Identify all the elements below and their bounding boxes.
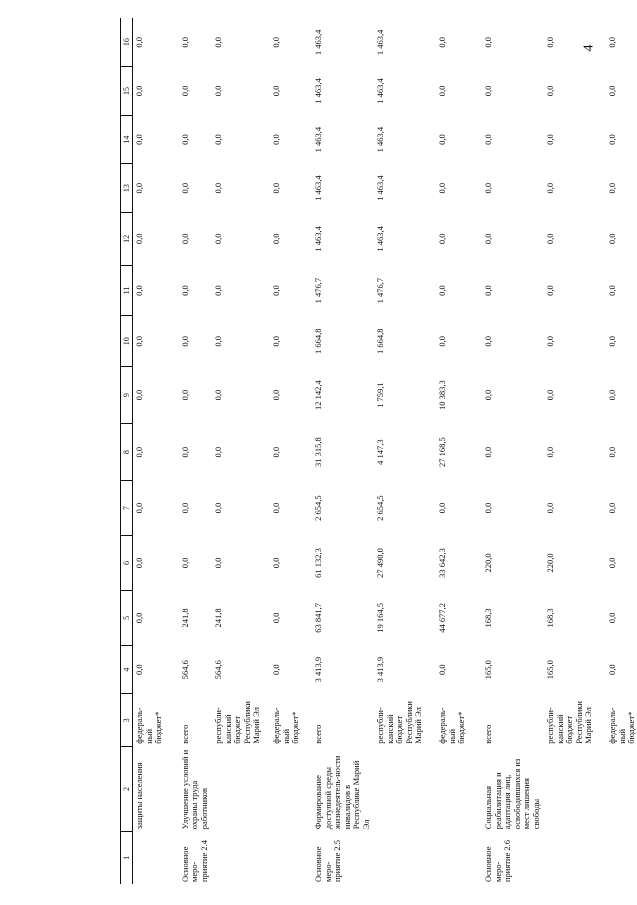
cell-c3: федераль-ный бюджет* [437,707,466,744]
value-cell-col-16: 0,0 [134,37,144,48]
value-cell-col-4: 3 413,9 [313,656,323,683]
value-cell-col-7: 0,0 [437,502,447,514]
value-cell-col-15: 0,0 [437,85,447,97]
cell-c2 [606,747,637,831]
value-cell-col-9: 0,0 [213,389,223,401]
value-cell-col-15: 0,0 [134,85,144,97]
header-row [121,18,133,884]
value-cell-col-7: 0,0 [607,502,617,514]
value-cell-col-5: 44 677,2 [437,603,447,633]
value-cell-col-6: 0,0 [179,557,190,569]
value-cell-col-6: 0,0 [134,557,144,569]
value-cell-col-10: 0,0 [483,335,493,347]
column-header-6: 6 [121,536,133,591]
value-cell-col-4: 165,0 [545,660,555,680]
value-cell-col-14: 1 463,4 [313,126,323,153]
value-cell-col-4: 165,0 [483,660,493,680]
value-cell-col-4: 0,0 [437,664,447,675]
cell-c2: Улучшение условий и охраны труда работников [179,749,209,830]
value-cell-col-14: 1 463,4 [375,126,385,153]
value-cell-col-10: 0,0 [213,335,223,347]
cell-c3: федераль-ный бюджет* [607,707,636,744]
column-header-2: 2 [121,747,133,831]
value-cell-col-14: 0,0 [213,134,223,145]
value-cell-col-13: 0,0 [271,182,281,194]
value-cell-col-5: 241,8 [213,608,223,628]
table-body [133,18,637,884]
value-cell-col-11: 0,0 [607,285,617,296]
value-cell-col-16: 1 463,4 [375,29,385,56]
value-cell-col-10: 0,0 [437,335,447,347]
table-row [133,18,179,884]
value-cell-col-11: 1 476,7 [375,277,385,304]
cell-c2 [436,747,482,831]
table-row [606,18,637,884]
value-cell-col-10: 1 664,8 [313,328,323,354]
value-cell-col-14: 0,0 [437,134,447,145]
value-cell-col-8: 0,0 [179,446,190,458]
column-header-3: 3 [121,694,133,747]
table-row [270,18,312,884]
cell-c1 [133,831,179,884]
value-cell-col-11: 0,0 [271,285,281,296]
value-cell-col-11: 0,0 [134,285,144,296]
column-header-8: 8 [121,424,133,481]
cell-c1 [606,831,637,884]
cell-c2 [544,747,606,831]
value-cell-col-16: 0,0 [437,37,447,48]
value-cell-col-15: 0,0 [545,85,555,97]
value-cell-col-13: 0,0 [607,182,617,194]
cell-c2: Формирование доступной среды жизнедеятель-ности инвалидов в Республике Марий Эл [313,755,371,830]
value-cell-col-12: 0,0 [607,233,617,245]
cell-c2 [374,747,436,831]
value-cell-col-9: 0,0 [483,389,493,401]
value-cell-col-16: 1 463,4 [313,29,323,56]
value-cell-col-12: 0,0 [213,233,223,245]
value-cell-col-7: 0,0 [271,502,281,514]
table-row [179,18,213,884]
budget-table [120,18,637,884]
value-cell-col-8: 0,0 [545,446,555,458]
value-cell-col-15: 1 463,4 [375,78,385,104]
value-cell-col-9: 0,0 [134,389,144,401]
value-cell-col-5: 241,8 [179,608,190,628]
value-cell-col-16: 0,0 [607,37,617,48]
cell-c2: Социальная реабилитация и адаптация лиц, освободившихся из мест лишения свободы [483,758,541,830]
value-cell-col-5: 0,0 [134,612,144,624]
value-cell-col-9: 0,0 [607,389,617,401]
value-cell-col-8: 0,0 [483,446,493,458]
cell-c1: Основное меро-приятие 2.4 [179,839,209,882]
value-cell-col-12: 1 463,4 [313,226,323,252]
column-header-15: 15 [121,67,133,116]
value-cell-col-15: 0,0 [271,85,281,97]
value-cell-col-8: 31 315,8 [313,437,323,467]
cell-c1 [212,831,270,884]
value-cell-col-11: 0,0 [483,285,493,296]
value-cell-col-14: 0,0 [134,134,144,145]
value-cell-col-13: 0,0 [483,182,493,194]
value-cell-col-9: 0,0 [271,389,281,401]
cell-c1 [374,831,436,884]
value-cell-col-9: 0,0 [545,389,555,401]
value-cell-col-11: 0,0 [213,285,223,296]
value-cell-col-4: 0,0 [607,664,617,675]
value-cell-col-14: 0,0 [607,134,617,145]
value-cell-col-14: 0,0 [483,134,493,145]
value-cell-col-11: 0,0 [179,285,190,296]
value-cell-col-6: 0,0 [607,557,617,569]
value-cell-col-12: 0,0 [483,233,493,245]
value-cell-col-9: 0,0 [179,389,190,401]
value-cell-col-13: 1 463,4 [313,175,323,201]
value-cell-col-6: 61 132,3 [313,548,323,578]
value-cell-col-12: 0,0 [134,233,144,245]
value-cell-col-13: 0,0 [437,182,447,194]
value-cell-col-10: 0,0 [134,335,144,347]
value-cell-col-7: 0,0 [213,502,223,514]
value-cell-col-6: 0,0 [213,557,223,569]
value-cell-col-4: 0,0 [271,664,281,675]
value-cell-col-7: 0,0 [179,502,190,514]
value-cell-col-9: 10 383,3 [437,380,447,410]
value-cell-col-6: 33 642,3 [437,548,447,578]
value-cell-col-6: 0,0 [271,557,281,569]
cell-c3: республи-канский бюджет Республики Марий Эл [545,701,593,744]
value-cell-col-15: 0,0 [607,85,617,97]
value-cell-col-15: 1 463,4 [313,78,323,104]
table-row [482,18,544,884]
value-cell-col-5: 0,0 [271,612,281,624]
cell-c2: защиты населения [134,762,144,830]
value-cell-col-13: 0,0 [179,182,190,194]
value-cell-col-7: 2 654,5 [375,495,385,521]
value-cell-col-12: 0,0 [179,233,190,245]
value-cell-col-5: 168,3 [483,608,493,628]
value-cell-col-8: 0,0 [213,446,223,458]
value-cell-col-14: 0,0 [545,134,555,145]
cell-c1: Основное меро-приятие 2.6 [483,839,512,882]
value-cell-col-5: 168,3 [545,608,555,628]
value-cell-col-12: 0,0 [437,233,447,245]
value-cell-col-4: 564,6 [213,660,223,680]
value-cell-col-16: 0,0 [483,37,493,48]
value-cell-col-6: 27 490,0 [375,548,385,578]
value-cell-col-10: 1 664,8 [375,328,385,354]
cell-c3: всего [483,724,493,744]
value-cell-col-10: 0,0 [179,335,190,347]
value-cell-col-15: 0,0 [179,85,190,97]
cell-c3: всего [179,724,190,744]
value-cell-col-4: 564,6 [179,660,190,680]
column-header-11: 11 [121,265,133,316]
column-header-1: 1 [121,831,133,884]
value-cell-col-16: 0,0 [179,37,190,48]
column-header-7: 7 [121,481,133,536]
value-cell-col-5: 0,0 [607,612,617,624]
table-row [312,18,374,884]
value-cell-col-16: 0,0 [545,37,555,48]
table-row [212,18,270,884]
column-header-9: 9 [121,367,133,424]
cell-c1: Основное меро-приятие 2.5 [313,839,342,882]
page-number: 4 [581,44,597,52]
value-cell-col-10: 0,0 [545,335,555,347]
value-cell-col-11: 0,0 [545,285,555,296]
value-cell-col-14: 0,0 [179,134,190,145]
value-cell-col-9: 12 142,4 [313,380,323,410]
value-cell-col-12: 0,0 [545,233,555,245]
cell-c3: республи-канский бюджет Республики Марий Эл [213,701,261,744]
value-cell-col-10: 0,0 [271,335,281,347]
rotated-table-container [120,18,636,884]
value-cell-col-12: 1 463,4 [375,226,385,252]
value-cell-col-6: 220,0 [483,553,493,573]
column-header-5: 5 [121,590,133,645]
value-cell-col-13: 0,0 [134,182,144,194]
value-cell-col-7: 0,0 [134,502,144,514]
value-cell-col-14: 0,0 [271,134,281,145]
cell-c3: федераль-ный бюджет* [134,707,163,744]
value-cell-col-16: 0,0 [271,37,281,48]
table-row [374,18,436,884]
value-cell-col-13: 0,0 [213,182,223,194]
cell-c3: республи-канский бюджет Республики Марий Эл [375,701,423,744]
column-header-14: 14 [121,115,133,164]
column-header-16: 16 [121,18,133,67]
cell-c1 [544,831,606,884]
value-cell-col-15: 0,0 [213,85,223,97]
table-row [436,18,482,884]
value-cell-col-7: 0,0 [545,502,555,514]
value-cell-col-16: 0,0 [213,37,223,48]
value-cell-col-8: 27 168,5 [437,437,447,467]
value-cell-col-8: 4 147,3 [375,439,385,465]
column-header-10: 10 [121,316,133,367]
value-cell-col-5: 19 164,5 [375,603,385,633]
cell-c1 [436,831,482,884]
value-cell-col-15: 0,0 [483,85,493,97]
value-cell-col-13: 0,0 [545,182,555,194]
value-cell-col-11: 0,0 [437,285,447,296]
column-header-13: 13 [121,164,133,213]
value-cell-col-12: 0,0 [271,233,281,245]
cell-c2 [212,747,270,831]
value-cell-col-7: 2 654,5 [313,495,323,521]
column-header-12: 12 [121,212,133,265]
cell-c3: всего [313,724,323,744]
cell-c1 [270,831,312,884]
value-cell-col-6: 220,0 [545,553,555,573]
value-cell-col-5: 63 841,7 [313,603,323,633]
value-cell-col-8: 0,0 [134,446,144,458]
value-cell-col-9: 1 759,1 [375,382,385,408]
table-row [544,18,606,884]
value-cell-col-10: 0,0 [607,335,617,347]
value-cell-col-4: 3 413,9 [375,656,385,683]
value-cell-col-7: 0,0 [483,502,493,514]
value-cell-col-8: 0,0 [607,446,617,458]
value-cell-col-8: 0,0 [271,446,281,458]
value-cell-col-4: 0,0 [134,664,144,675]
column-header-4: 4 [121,645,133,694]
cell-c3: федераль-ный бюджет* [271,707,300,744]
value-cell-col-11: 1 476,7 [313,277,323,304]
value-cell-col-13: 1 463,4 [375,175,385,201]
cell-c2 [270,747,312,831]
